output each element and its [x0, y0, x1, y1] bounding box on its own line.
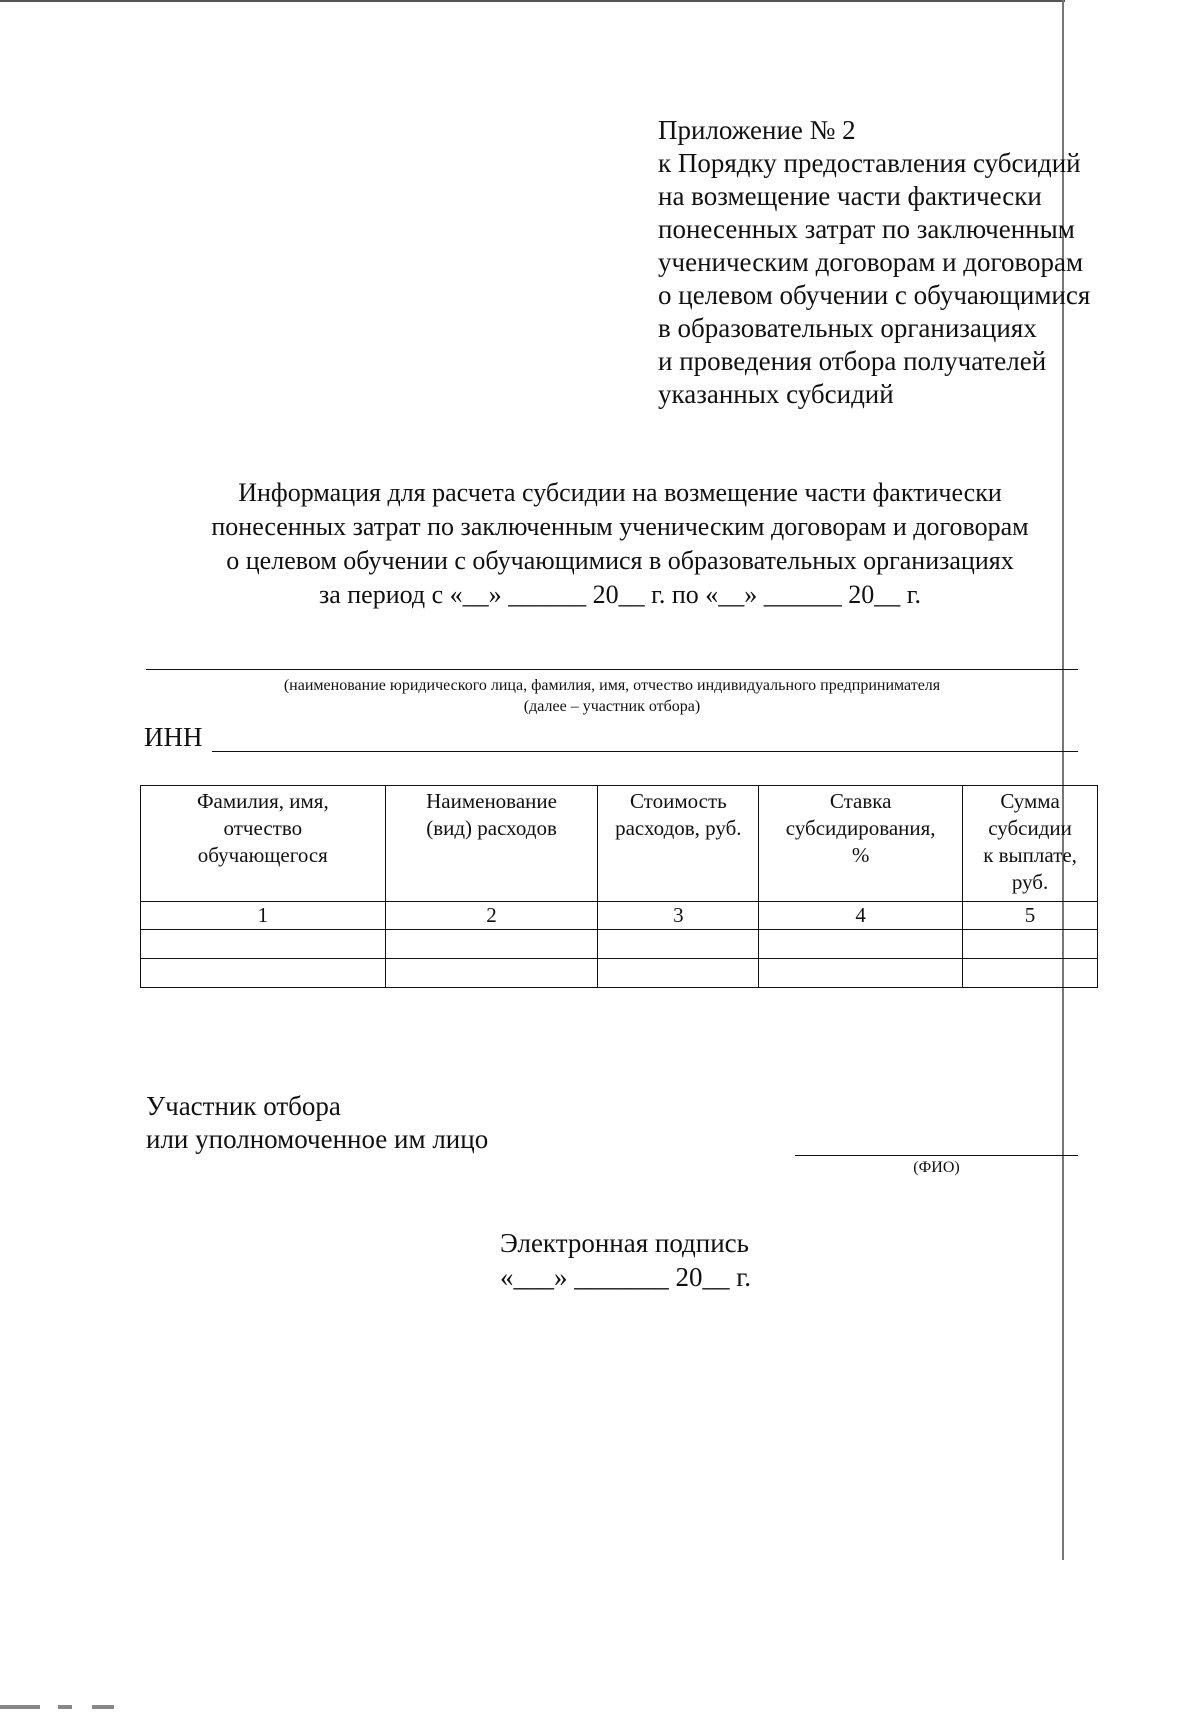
header-expense-type: Наименование (вид) расходов — [385, 786, 598, 902]
column-number: 3 — [598, 902, 759, 930]
annex-line: и проведения отбора получателей — [658, 346, 1047, 376]
table-row — [141, 959, 1098, 988]
table-cell[interactable] — [963, 930, 1098, 959]
table-cell[interactable] — [598, 930, 759, 959]
annex-line: в образовательных организациях — [658, 313, 1037, 343]
table-header-row — [141, 786, 1098, 902]
table-cell[interactable] — [385, 930, 598, 959]
annex-line: Приложение № 2 — [658, 115, 856, 145]
table-cell[interactable] — [963, 959, 1098, 988]
org-caption-line: (наименование юридического лица, фамилия, имя, отчество индивидуального предпринимателя — [283, 677, 941, 694]
annex-line: к Порядку предоставления субсидий — [658, 148, 1081, 178]
column-number: 4 — [759, 902, 963, 930]
header-expense-cost: Стоимость расходов, руб. — [598, 786, 759, 902]
annex-line: ученическим договорам и договорам — [658, 247, 1084, 277]
electronic-signature-block — [500, 1226, 751, 1294]
column-number: 1 — [141, 902, 386, 930]
header-student-name: Фамилия, имя, отчество обучающегося — [141, 786, 386, 902]
subsidy-table — [140, 785, 1098, 988]
inn-field[interactable] — [212, 751, 1078, 752]
org-name-caption — [146, 675, 1078, 717]
org-name-field[interactable] — [146, 669, 1078, 670]
esign-date-field[interactable]: «___» _______ 20__ г. — [500, 1262, 752, 1292]
org-caption-line: (далее – участник отбора) — [523, 698, 701, 715]
title-line: Информация для расчета субсидии на возмещение части фактически — [238, 478, 1002, 507]
table-cell[interactable] — [141, 930, 386, 959]
header-subsidy-amount: Сумма субсидии к выплате, руб. — [963, 786, 1098, 902]
title-line: о целевом обучении с обучающимися в образовательных организациях — [226, 546, 1014, 575]
annex-line: указанных субсидий — [658, 379, 894, 409]
table-cell[interactable] — [759, 959, 963, 988]
fio-field[interactable] — [795, 1155, 1078, 1156]
column-number: 2 — [385, 902, 598, 930]
signer-line: или уполномоченное им лицо — [146, 1124, 489, 1154]
table-number-row — [141, 902, 1098, 930]
fio-caption: (ФИО) — [913, 1159, 960, 1176]
signer-block — [146, 1090, 488, 1156]
table-cell[interactable] — [385, 959, 598, 988]
inn-label: ИНН — [144, 722, 203, 752]
annex-line: о целевом обучении с обучающимися — [658, 280, 1091, 310]
document-title — [140, 476, 1100, 612]
table-cell[interactable] — [598, 959, 759, 988]
inn-row — [144, 720, 1078, 754]
table-row — [141, 930, 1098, 959]
scan-edge-marks — [0, 1705, 130, 1711]
signer-line: Участник отбора — [146, 1091, 341, 1121]
annex-line: на возмещение части фактически — [658, 181, 1042, 211]
title-period-line[interactable]: за период с «__» ______ 20__ г. по «__» ______ 20__ г. — [318, 580, 922, 609]
annex-line: понесенных затрат по заключенным — [658, 214, 1075, 244]
page-edge-top — [0, 0, 1065, 2]
header-subsidy-rate: Ставка субсидирования, % — [759, 786, 963, 902]
table-cell[interactable] — [759, 930, 963, 959]
annex-block — [658, 114, 1090, 411]
column-number: 5 — [963, 902, 1098, 930]
table-cell[interactable] — [141, 959, 386, 988]
esign-label: Электронная подпись — [500, 1228, 749, 1258]
title-line: понесенных затрат по заключенным ученическим договорам и договорам — [211, 512, 1029, 541]
